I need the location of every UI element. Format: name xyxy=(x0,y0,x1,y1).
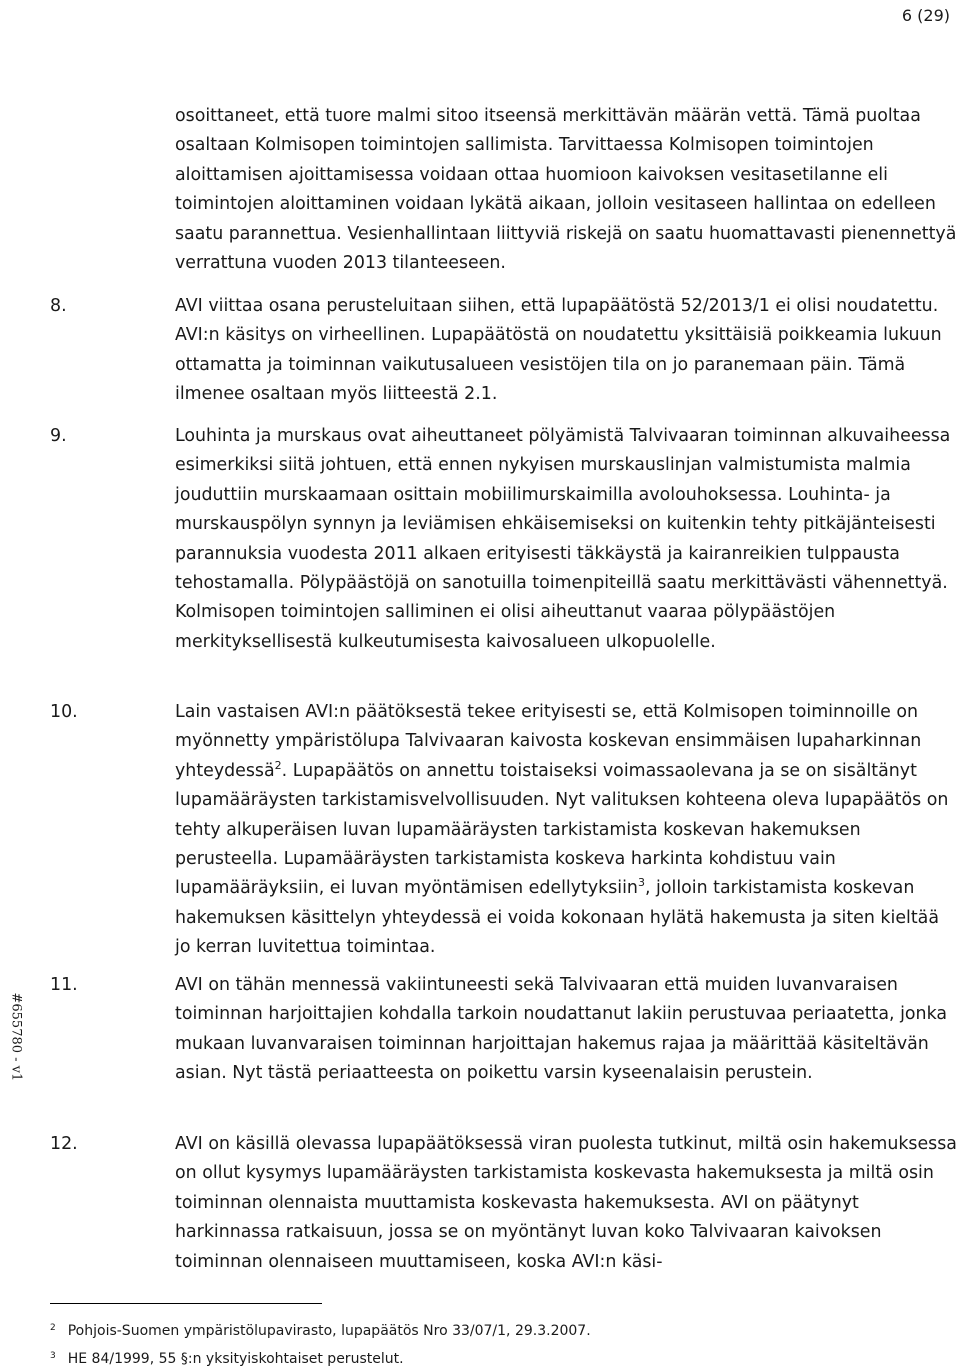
item-text-8: AVI viittaa osana perusteluitaan siihen, että lupapäätöstä 52/2013/1 ei olisi noudatettu. AVI:n käsitys on virheellinen. Lupapäätöstä on noudatettu yksittäisiä poikkeamia lukuun ottamatta ja toiminnan vaikutusalueen vesistöjen tila on jo paranemaan päin. Tämä ilmenee osaltaan myös liitteestä 2.1. xyxy=(175,296,942,405)
page-number: 6 (29) xyxy=(901,6,950,25)
footnote-3 xyxy=(50,1350,404,1368)
item-text-10 xyxy=(175,698,957,963)
footnote-text: Pohjois-Suomen ympäristölupavirasto, lupapäätös Nro 33/07/1, 29.3.2007. xyxy=(67,1323,591,1339)
footnote-marker: 2 xyxy=(50,1323,56,1333)
item-10-text-b: . Lupapäätös on annettu toistaiseksi voimassaolevana ja se on sisältänyt lupamääräysten tarkistamisvelvollisuuden. Nyt valituksen kohteena oleva lupapäätös on tehty alkuperäisen luvan lupamääräysten tarkistamista koskevan hakemuksen perusteella. Lupamääräysten tarkistamista koskeva harkinta kohdistuu vain lupamääräyksiin, ei luvan myöntämisen edellytyksiin xyxy=(175,760,949,899)
item-text-12: AVI on käsillä olevassa lupapäätöksessä viran puolesta tutkinut, miltä osin hakemuksessa on ollut kysymys lupamääräysten tarkistamista koskevasta hakemuksesta ja miltä osin toiminnan olennaista muuttamista koskevasta hakemuksesta. AVI on päätynyt harkinnassa ratkaisuun, jossa se on myöntänyt luvan koko Talvivaaran kaivoksen toiminnan olennaiseen muuttamiseen, koska AVI:n käsi- xyxy=(175,1134,957,1272)
item-10-text-c: , jolloin tarkistamista koskevan hakemuksen käsittelyn yhteydessä ei voida kokonaan hylätä hakemusta ja siten kieltää jo kerran luvitettua toimintaa. xyxy=(175,878,939,958)
footnote-ref-2: 2 xyxy=(274,758,282,772)
item-number-11: 11. xyxy=(50,975,78,995)
item-10-text-a: Lain vastaisen AVI:n päätöksestä tekee erityisesti se, että Kolmisopen toiminnoille on myönnetty ympäristölupa Talvivaaran kaivosta koskevan ensimmäisen lupaharkinnan yhteydessä xyxy=(175,702,922,781)
item-text-11: AVI on tähän mennessä vakiintuneesti sekä Talvivaaran että muiden luvanvaraisen toiminnan harjoittajien kohdalla tarkoin noudattanut lakiin perustuvaa periaatetta, jonka mukaan luvanvaraisen toiminnan harjoittajan hakemus rajaa ja määrittää käsiteltävän asian. Nyt tästä periaatteesta on poikettu varsin kyseenalaisin perustein. xyxy=(175,975,948,1084)
intro-paragraph: osoittaneet, että tuore malmi sitoo itseensä merkittävän määrän vettä. Tämä puoltaa osaltaan Kolmisopen toimintojen sallimista. Tarvittaessa Kolmisopen toimintojen aloittamisen ajoittamisessa voidaan ottaa huomioon kaivoksen vesitasetilanne eli toimintojen aloittaminen voidaan lykätä aikaan, jolloin vesitaseen hallintaa on edelleen saatu parannettua. Vesienhallintaan liittyviä riskejä on saatu huomattavasti pienennettyä verrattuna vuoden 2013 tilanteeseen. xyxy=(175,106,957,274)
footnote-text: HE 84/1999, 55 §:n yksityiskohtaiset perustelut. xyxy=(67,1351,404,1367)
footnote-marker: 3 xyxy=(50,1351,56,1361)
document-id-margin xyxy=(6,992,26,1140)
footnote-separator xyxy=(50,1303,322,1304)
item-number-10: 10. xyxy=(50,702,78,722)
footnote-ref-3: 3 xyxy=(637,876,645,890)
item-number-12: 12. xyxy=(50,1134,78,1154)
item-text-9: Louhinta ja murskaus ovat aiheuttaneet pölyämistä Talvivaaran toiminnan alkuvaiheessa esimerkiksi siitä johtuen, että ennen nykyisen murskauslinjan valmistumista malmia jouduttiin murskaamaan osittain mobiilimurskaimilla avolouhoksessa. Louhinta- ja murskauspölyn synnyn ja leviämisen ehkäisemiseksi on kuitenkin tehty pitkäjänteisesti parannuksia vuodesta 2011 alkaen erityisesti täkkäystä ja kairanreikien tulppausta tehostamalla. Pölypäästöjä on sanotuilla toimenpiteillä saatu merkittävästi vähennettyä. Kolmisopen toimintojen salliminen ei olisi aiheuttanut vaaraa pölypäästöjen merkityksellisestä kulkeutumisesta kaivosalueen ulkopuolelle. xyxy=(175,426,951,652)
item-number-9: 9. xyxy=(50,426,67,446)
document-id: #655780 - v1 xyxy=(8,992,24,1082)
item-number-8: 8. xyxy=(50,296,67,316)
footnote-2 xyxy=(50,1322,591,1340)
